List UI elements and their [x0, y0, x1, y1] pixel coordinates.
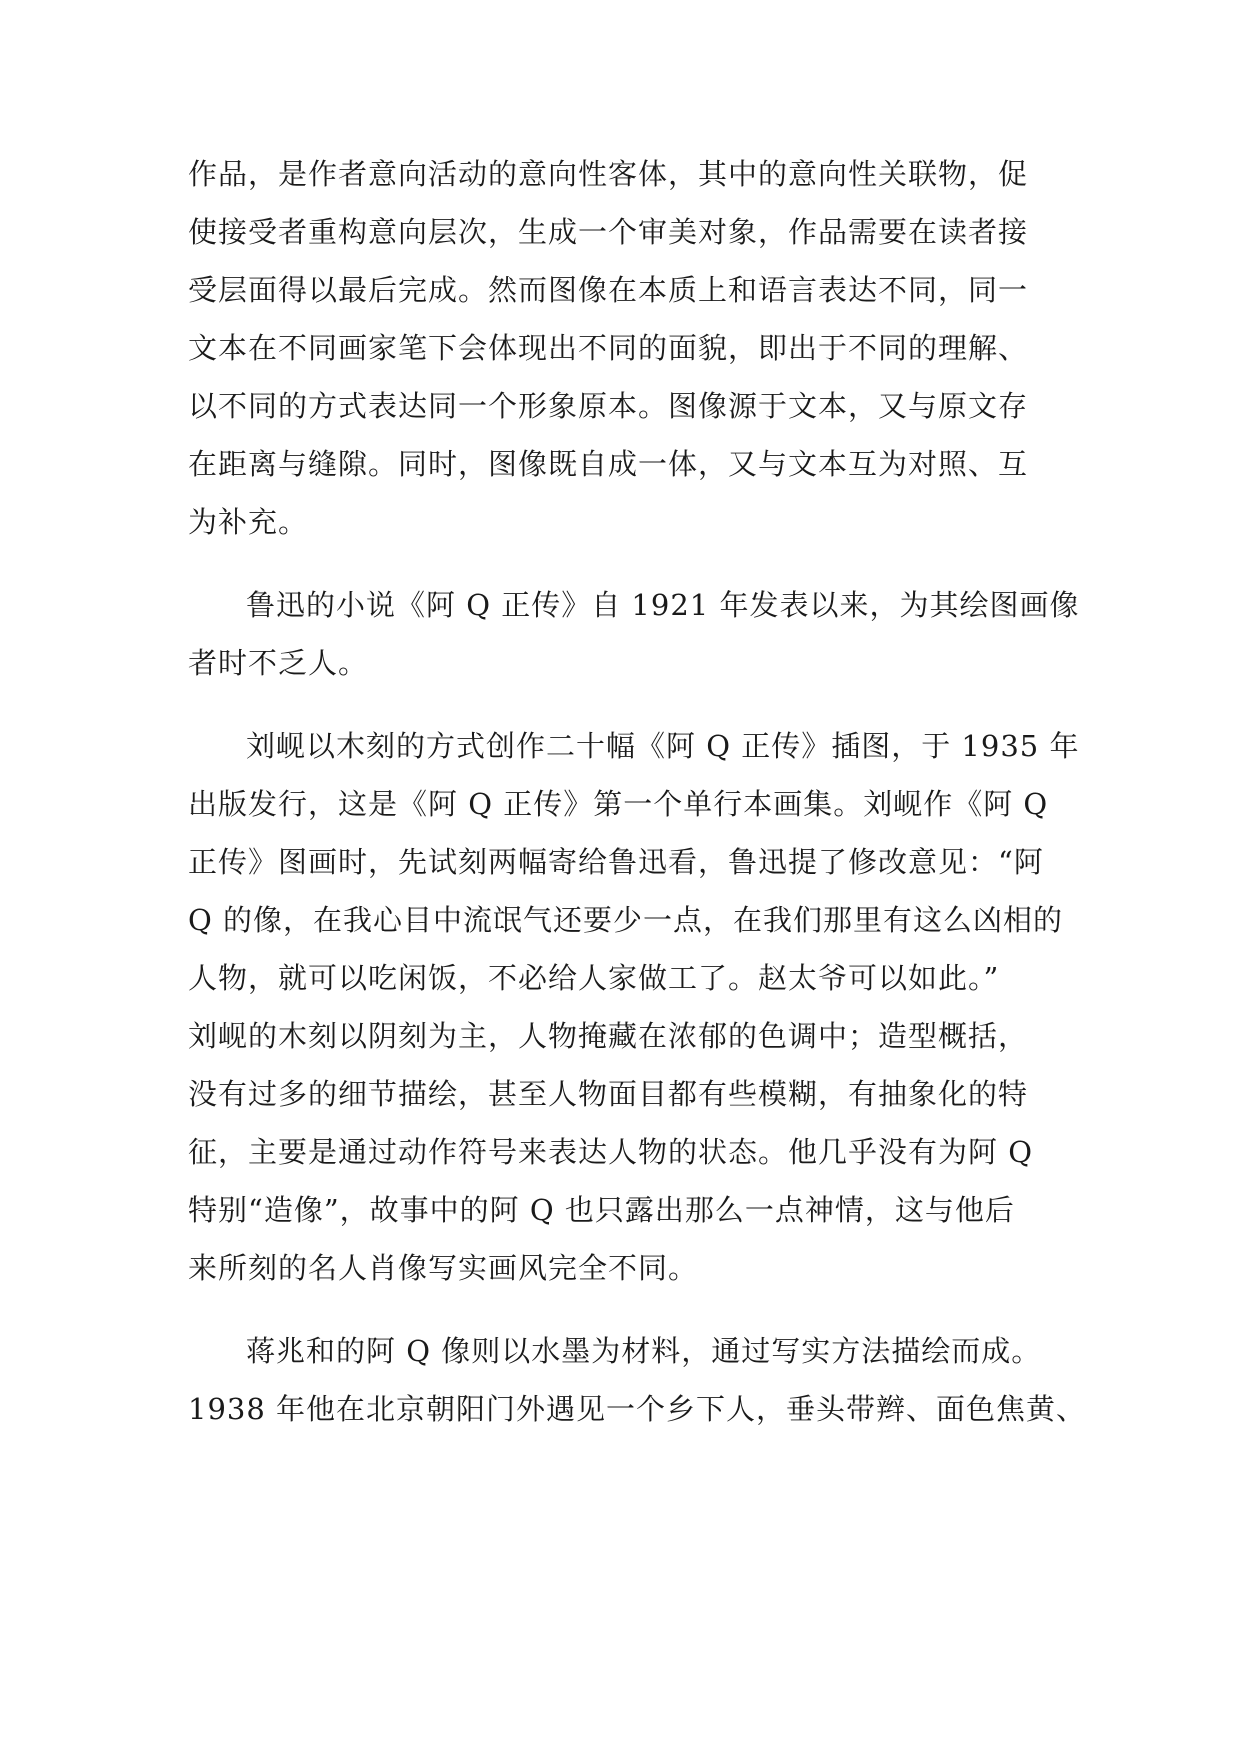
text-line: 特别“造像”，故事中的阿 Q 也只露出那么一点神情，这与他后	[188, 1193, 1015, 1227]
paragraph-first-line: 刘岘以木刻的方式创作二十幅《阿 Q 正传》插图，于 1935 年	[246, 729, 1080, 763]
text-line: 为补充。	[188, 505, 309, 539]
text-line: 在距离与缝隙。同时，图像既自成一体，又与文本互为对照、互	[188, 447, 1029, 481]
text-line: 来所刻的名人肖像写实画风完全不同。	[188, 1251, 699, 1285]
text-line: 没有过多的细节描绘，甚至人物面目都有些模糊，有抽象化的特	[188, 1077, 1029, 1111]
text-line: 以不同的方式表达同一个形象原本。图像源于文本，又与原文存	[188, 389, 1029, 423]
paragraph-first-line: 蒋兆和的阿 Q 像则以水墨为材料，通过写实方法描绘而成。	[246, 1334, 1042, 1368]
text-line: 出版发行，这是《阿 Q 正传》第一个单行本画集。刘岘作《阿 Q	[188, 787, 1049, 821]
text-line: Q 的像，在我心目中流氓气还要少一点，在我们那里有这么凶相的	[188, 903, 1063, 937]
text-line: 人物，就可以吃闲饭，不必给人家做工了。赵太爷可以如此。”	[188, 961, 1000, 995]
text-line: 1938 年他在北京朝阳门外遇见一个乡下人，垂头带辫、面色焦黄、	[188, 1392, 1087, 1426]
text-line: 受层面得以最后完成。然而图像在本质上和语言表达不同，同一	[188, 273, 1029, 307]
text-line: 者时不乏人。	[188, 646, 369, 680]
text-line: 征，主要是通过动作符号来表达人物的状态。他几乎没有为阿 Q	[188, 1135, 1033, 1169]
paragraph-first-line: 鲁迅的小说《阿 Q 正传》自 1921 年发表以来，为其绘图画像	[246, 588, 1080, 622]
text-line: 文本在不同画家笔下会体现出不同的面貌，即出于不同的理解、	[188, 331, 1029, 365]
text-line: 使接受者重构意向层次，生成一个审美对象，作品需要在读者接	[188, 215, 1029, 249]
text-line: 作品，是作者意向活动的意向性客体，其中的意向性关联物，促	[188, 157, 1029, 191]
text-line: 刘岘的木刻以阴刻为主，人物掩藏在浓郁的色调中；造型概括，	[188, 1019, 1029, 1053]
text-line: 正传》图画时，先试刻两幅寄给鲁迅看，鲁迅提了修改意见：“阿	[188, 845, 1044, 879]
